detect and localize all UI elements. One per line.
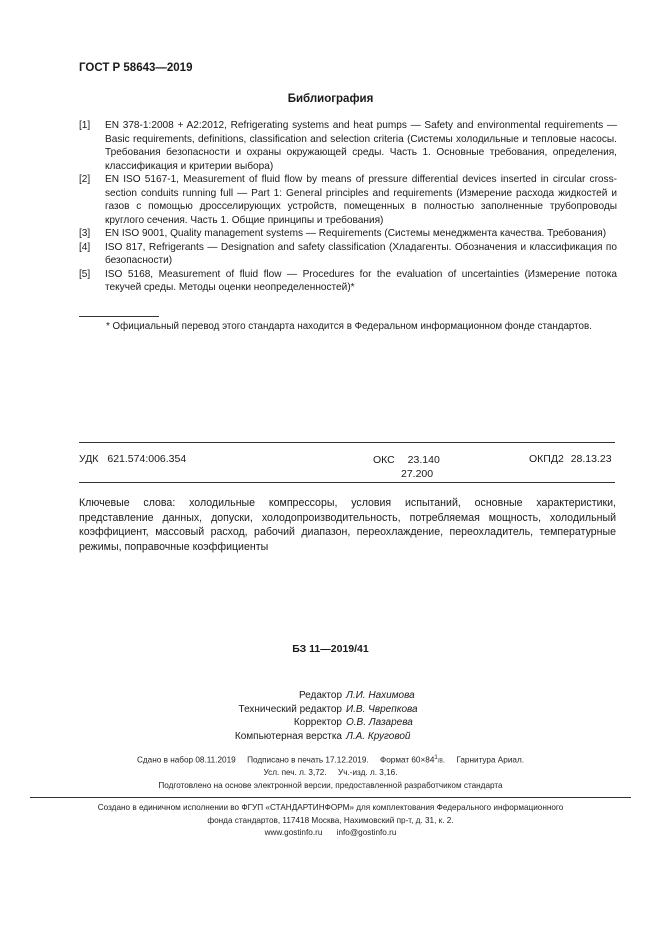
- bibliography-item: [79, 119, 617, 173]
- item-text: EN ISO 9001, Quality management systems — Requirements (Системы менеджмента качества. Требования): [105, 228, 607, 239]
- publisher-line2: фонда стандартов, 117418 Москва, Нахимовский пр-т, д. 31, к. 2.: [207, 815, 454, 825]
- item-number: [5]: [79, 268, 91, 280]
- oks-value: 23.140: [407, 454, 440, 466]
- bibliography-item: [79, 241, 617, 268]
- format-fraction-top: 1: [434, 755, 438, 761]
- bibliography-list: [79, 119, 617, 295]
- staff-row: [0, 689, 661, 703]
- staff-name: Л.И. Нахимова: [346, 690, 415, 701]
- staff-name: О.В. Лазарева: [346, 717, 413, 729]
- staff-name: Л.А. Круговой: [346, 731, 411, 743]
- staff-name: И.В. Чврепкова: [346, 703, 418, 715]
- publisher-email-link[interactable]: info@gostinfo.ru: [336, 828, 397, 837]
- staff-role: Компьютерная верстка: [234, 731, 342, 743]
- item-text: EN 378-1:2008 + A2:2012, Refrigerating systems and heat pumps — Safety and environmental requirements — Basic requirements, definitions, classification and selection criteria (Системы холодильные и тепловые насосы. Требования безопасности и охраны окружающей среды. Часть 1. Основные требования, определения, классификация и критерии выбора): [105, 120, 617, 172]
- format-fraction-bottom: /8: [437, 758, 443, 765]
- item-text: EN ISO 5167-1, Measurement of fluid flow by means of pressure differential devices inserted in circular cross-section conduits running full — Part 1: General principles and requirements (Измерение расхода жидкостей и газов с помощью дросселирующих устройств, помещенных в полностью заполненные трубопроводы круглого сечения. Часть 1. Общие принципы и требования): [105, 174, 617, 226]
- udk-label: УДК: [79, 453, 99, 465]
- publisher-info: [0, 802, 661, 840]
- keywords-text: холодильные компрессоры, условия испытаний, основные характеристики, представление данных, допуски, холодопроизводительность, потребляемая мощность, холодильный коэффициент, массовый расход, рабочий диапазон, переохлаждение, переохладитель, температурные режимы, поправочные коэффициенты: [79, 497, 616, 553]
- staff-role: Технический редактор: [238, 703, 342, 715]
- bibliography-title: Библиография: [287, 93, 374, 105]
- classification-top-rule: [79, 442, 615, 443]
- item-number: [1]: [79, 120, 91, 131]
- staff-role: Редактор: [298, 690, 342, 701]
- print-info-line2: Усл. печ. л. 3,72. Уч.-изд. л. 3,16.: [263, 768, 398, 777]
- print-line1-b: . Гарнитура Ариал.: [442, 755, 524, 765]
- udk-value: 621.574:006.354: [107, 453, 187, 465]
- publisher-rule: [30, 797, 631, 798]
- print-line1-a: Сдано в набор 08.11.2019 Подписано в печать 17.12.2019. Формат 60×84: [136, 755, 435, 765]
- udk-code: [79, 453, 186, 465]
- keywords: [79, 496, 616, 554]
- publisher-website-link[interactable]: www.gostinfo.ru: [264, 828, 323, 837]
- staff-row: [0, 730, 661, 744]
- bibliography-item: [79, 227, 617, 241]
- print-info-line1: [0, 755, 661, 765]
- keywords-label: Ключевые слова:: [79, 497, 176, 509]
- okpd-label: ОКПД2: [529, 453, 564, 465]
- classification-bottom-rule: [79, 482, 615, 483]
- standard-header: ГОСТ Р 58643—2019: [79, 62, 193, 74]
- okpd-code: [529, 453, 612, 465]
- okpd-value: 28.13.23: [570, 453, 612, 465]
- footnote: * Официальный перевод этого стандарта находится в Федеральном информационном фонде стандартов.: [106, 321, 592, 332]
- footnote-divider: [79, 316, 159, 317]
- publisher-line1: Создано в единичном исполнении во ФГУП «СТАНДАРТИНФОРМ» для комплектования Федерального информационного: [97, 803, 564, 812]
- staff-row: [0, 703, 661, 717]
- editorial-staff: [0, 689, 661, 744]
- item-number: [3]: [79, 228, 91, 239]
- oks-code: [373, 453, 440, 481]
- oks-value: 27.200: [401, 468, 434, 480]
- publisher-contacts: [0, 827, 661, 840]
- item-number: [2]: [79, 174, 91, 185]
- bz-number: БЗ 11—2019/41: [292, 643, 369, 655]
- item-text: ISO 5168, Measurement of fluid flow — Procedures for the evaluation of uncertainties (Измерение потока текучей среды. Методы оценки неопределенностей)*: [105, 268, 617, 293]
- print-info-line3: Подготовлено на основе электронной версии, предоставленной разработчиком стандарта: [158, 781, 503, 790]
- item-number: [4]: [79, 241, 91, 253]
- bibliography-item: [79, 173, 617, 227]
- oks-label: ОКС: [373, 454, 395, 466]
- staff-row: [0, 716, 661, 730]
- staff-role: Корректор: [293, 717, 342, 729]
- bibliography-item: [79, 268, 617, 295]
- item-text: ISO 817, Refrigerants — Designation and safety classification (Хладагенты. Обозначения и классификация по безопасности): [105, 241, 617, 266]
